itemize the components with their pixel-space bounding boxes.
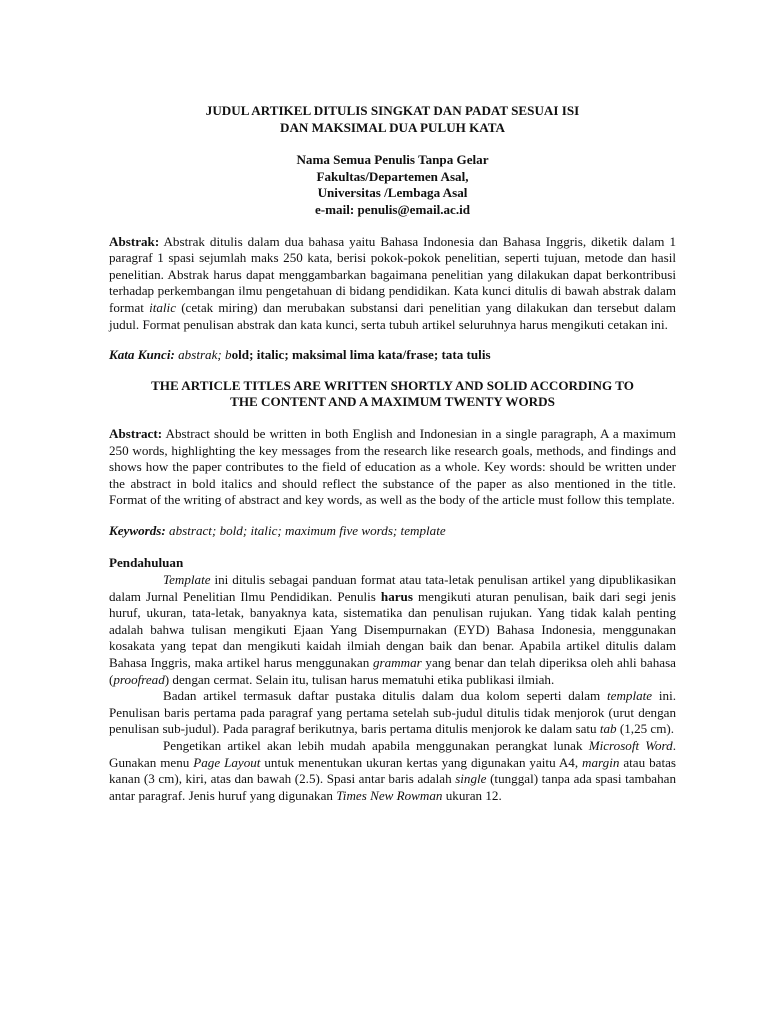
- keywords-text: abstract; bold; italic; maximum five words; template: [165, 522, 446, 538]
- p3-italic-margin: margin: [582, 754, 620, 770]
- title-english: [109, 378, 676, 411]
- kata-kunci-label: Kata Kunci:: [109, 347, 175, 363]
- title-indonesian-line1: JUDUL ARTIKEL DITULIS SINGKAT DAN PADAT SESUAI ISI: [205, 103, 580, 118]
- p3-text-3: . Gunakan menu: [109, 738, 676, 770]
- p3-italic-single: single: [455, 771, 487, 787]
- p2-text-5: (1,25 cm).: [616, 721, 675, 737]
- abstrak-text-b: (cetak miring) dan merubakan substansi dari penelitian yang dilakukan dan tersebut dalam judul. Format penulisan abstrak dan kata kunci, serta tubuh artikel seluruhnya harus mengikuti cetakan ini.: [109, 299, 676, 332]
- p1-text-6: yang benar dan telah diperiksa oleh ahli bahasa (: [109, 655, 676, 687]
- title-english-line2: THE CONTENT AND A MAXIMUM TWENTY WORDS: [230, 394, 555, 410]
- body-paragraph-2: [109, 688, 676, 738]
- p2-italic-tab: tab: [599, 721, 617, 737]
- author-university: Universitas /Lembaga Asal: [317, 185, 468, 201]
- title-indonesian: [109, 103, 676, 136]
- abstract-text: Abstract should be written in both English and Indonesian in a single paragraph, A a maximum 250 words, highlighting the key messages from the research like research goals, methods, and findings and shows how the paper contributes to the field of education as a whole. Key words: should be written under the abstract in bold italics and should reflect the substance of the paper as also mentioned in the title. Format of the writing of abstract and key words, as well as the body of the article must follow this template.: [109, 425, 676, 508]
- abstract-paragraph: [109, 426, 676, 509]
- title-english-line1: THE ARTICLE TITLES ARE WRITTEN SHORTLY AND SOLID ACCORDING TO: [151, 377, 634, 393]
- author-names: Nama Semua Penulis Tanpa Gelar: [296, 152, 489, 168]
- abstrak-italic: italic: [149, 299, 177, 315]
- body-paragraph-3: [109, 738, 676, 804]
- p3-italic-microsoft-word: Microsoft Word: [588, 738, 673, 753]
- p1-text-4: mengikuti aturan penulisan, baik dari segi jenis huruf, ukuran, tata-letak, banyaknya kata, sistematika dan penulisan rujukan. Yang tidak kalah penting adalah bahwa tulisan mengikuti Ejaan Yang Disempurnakan (EYD) Bahasa Indonesia, menggunakan kosakata yang tepat dan mengikuti kaidah ilmiah dengan baik dan benar. Apabila artikel ditulis dalam Bahasa Inggris, maka artikel harus menggunakan: [109, 588, 676, 671]
- keywords-line: [109, 523, 676, 540]
- p3-text-1: Pengetikan artikel akan lebih mudah apabila menggunakan perangkat lunak: [163, 738, 589, 753]
- section-heading-pendahuluan: Pendahuluan: [109, 555, 184, 571]
- abstrak-label: Abstrak:: [109, 233, 160, 249]
- abstract-label: Abstract:: [109, 425, 163, 441]
- title-indonesian-line2: DAN MAKSIMAL DUA PULUH KATA: [279, 119, 506, 135]
- p3-text-9: (tunggal) tanpa ada spasi tambahan antar paragraf. Jenis huruf yang digunakan: [109, 771, 676, 803]
- p3-italic-font-name: Times New Rowman: [336, 787, 443, 803]
- p1-italic-template: Template: [163, 572, 211, 588]
- abstrak-text-a: Abstrak ditulis dalam dua bahasa yaitu Bahasa Indonesia dan Bahasa Inggris, diketik dalam 1 paragraf 1 spasi sejumlah maks 250 kata, berisi pokok-pokok penelitian, seperti tujuan, metode dan hasil penelitian. Abstrak harus dapat menggambarkan bagaimana penelitian yang dilakukan dapat berkontribusi terhadap perkembangan ilmu pengetahuan di bidang pendidikan. Kata kunci ditulis di bawah abstrak dalam format: [109, 233, 676, 315]
- p1-text-8: ) dengan cermat. Selain itu, tulisan harus mematuhi etika publikasi ilmiah.: [164, 671, 555, 687]
- author-faculty: Fakultas/Departemen Asal,: [316, 168, 469, 184]
- p2-italic-template: template: [607, 688, 653, 704]
- author-block: [109, 152, 676, 218]
- keywords-label: Keywords:: [109, 522, 166, 538]
- p3-text-7: atau batas kanan (3 cm), kiri, atas dan bawah (2.5). Spasi antar baris adalah: [109, 754, 676, 787]
- kata-kunci-line: [109, 347, 676, 364]
- kata-kunci-italic: abstrak; b: [174, 347, 232, 363]
- p2-text-3: ini. Penulisan baris pertama pada paragraf yang pertama setelah sub-judul ditulis tidak menjorok (urut dengan penulisan sub-judul). Pada paragraf berikutnya, baris pertama ditulis menjorok ke dalam satu: [109, 688, 677, 737]
- p2-text-1: Badan artikel termasuk daftar pustaka ditulis dalam dua kolom seperti dalam: [163, 688, 608, 704]
- p1-italic-grammar: grammar: [372, 655, 422, 671]
- article-body: [109, 95, 676, 804]
- abstrak-paragraph: [109, 234, 676, 334]
- p3-text-11: ukuran 12.: [442, 787, 502, 803]
- p3-text-5: untuk menentukan ukuran kertas yang digunakan yaitu A4,: [260, 754, 583, 770]
- kata-kunci-bold: old; italic; maksimal lima kata/frase; tata tulis: [231, 347, 491, 363]
- body-paragraph-1: [109, 572, 676, 688]
- p1-bold-harus: harus: [380, 588, 413, 604]
- p1-text-2: ini ditulis sebagai panduan format atau tata-letak penulisan artikel yang dipublikasikan dalam Jurnal Penelitian Ilmu Pendidikan. Penulis: [109, 572, 676, 604]
- p3-italic-page-layout: Page Layout: [193, 754, 261, 770]
- author-email: e-mail: penulis@email.ac.id: [314, 201, 471, 217]
- p1-italic-proofread: proofread: [113, 671, 165, 687]
